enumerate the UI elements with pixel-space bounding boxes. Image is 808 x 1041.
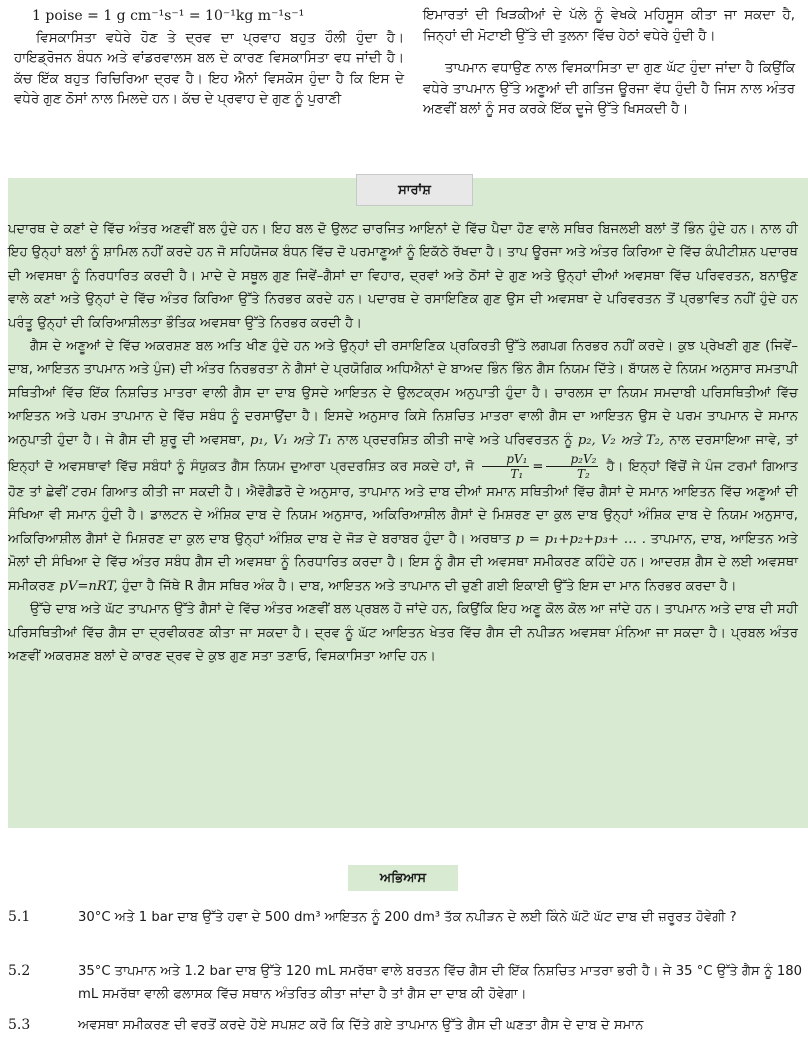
exercise-text: ਅਵਸਥਾ ਸਮੀਕਰਣ ਦੀ ਵਰਤੋਂ ਕਰਦੇ ਹੋਏ ਸਪਸ਼ਟ ਕਰੋ ਕਿ ਦਿੱਤੇ ਗਏ ਤਾਪਮਾਨ ਉੱਤੇ ਗੈਸ ਦੀ ਘਣਤਾ ਗੈਸ ਦੇ ਦਾਬ ਦੇ ਸਮਾਨ (78, 1018, 644, 1033)
summary-p2-part-c: ਨਾਲ ਦਰਸਾਇਆ ਜਾਵੇ, ਤਾਂ ਇਨ੍ਹਾਂ ਦੋ ਅਵਸਥਾਵਾਂ ਵਿੱਚ ਸਬੰਧਾਂ ਨੂੰ ਸੰਯੁਕਤ ਗੈਸ ਨਿਯਮ ਦੁਆਰਾ ਪ੍ਰਦਰਸ਼ਿਤ ਕਰ ਸਕਦੇ ਹਾਂ, ਜੋ (8, 432, 798, 475)
exercise-text: 35°C ਤਾਪਮਾਨ ਅਤੇ 1.2 bar ਦਾਬ ਉੱਤੇ 120 mL ਸਮਰੱਥਾ ਵਾਲੇ ਬਰਤਨ ਵਿੱਚ ਗੈਸ ਦੀ ਇੱਕ ਨਿਸ਼ਚਿਤ ਮਾਤਰਾ ਭਰੀ ਹੈ। ਜੇ 35 °C ਉੱਤੇ ਗੈਸ ਨੂੰ 180 mL ਸਮਰੱਥਾ ਵਾਲੀ ਫਲਾਸਕ ਵਿੱਚ ਸਥਾਨ ਅੰਤਰਿਤ ਕੀਤਾ ਜਾਂਦਾ ਹੈ ਤਾਂ ਗੈਸ ਦਾ ਦਾਬ ਕੀ ਹੋਵੇਗਾ। (78, 964, 802, 1002)
summary-p2-part-b: ਨਾਲ ਪ੍ਰਦਰਸ਼ਿਤ ਕੀਤੀ ਜਾਵੇ ਅਤੇ ਪਰਿਵਰਤਨ ਨੂੰ (337, 432, 573, 448)
poise-equation: 1 poise = 1 g cm⁻¹s⁻¹ = 10⁻¹kg m⁻¹s⁻¹ (32, 8, 305, 24)
exercise-number: 5.3 (8, 1017, 31, 1033)
combined-gas-law-right-fraction (546, 452, 598, 481)
left-column (14, 6, 404, 111)
right-column-paragraph-1: ਇਮਾਰਤਾਂ ਦੀ ਖਿੜਕੀਆਂ ਦੇ ਪੱਲੇ ਨੂੰ ਵੇਖਕੇ ਮਹਿਸੂਸ ਕੀਤਾ ਜਾ ਸਕਦਾ ਹੈ, ਜਿਨ੍ਹਾਂ ਦੀ ਮੋਟਾਈ ਉੱਤੇ ਦੀ ਤੁਲਨਾ ਵਿੱਚ ਹੇਠਾਂ ਵਧੇਰੇ ਹੁੰਦੀ ਹੈ। (423, 8, 795, 44)
initial-state-variables: p₁, V₁ ਅਤੇ T₁ (249, 432, 333, 448)
summary-p2-part-d: ਹੈ। ਇਨ੍ਹਾਂ ਵਿੱਚੋਂ ਜੇ ਪੰਜ ਟਰਮਾਂ ਗਿਆਤ ਹੋਣ ਤਾਂ ਛੇਵੀਂ ਟਰਮ ਗਿਆਤ ਕੀਤੀ ਜਾ ਸਕਦੀ ਹੈ। ਐਵੋਗੈਡਰੋ ਦੇ ਅਨੁਸਾਰ, ਤਾਪਮਾਨ ਅਤੇ ਦਾਬ ਦੀਆਂ ਸਮਾਨ ਸਥਿਤੀਆਂ ਵਿੱਚ ਗੈਸਾਂ ਦੇ ਸਮਾਨ ਆਇਤਨ ਵਿੱਚ ਅਣੂਆਂ ਦੀ ਸੰਖਿਆ ਵੀ ਸਮਾਨ ਹੁੰਦੀ ਹੈ। ਡਾਲਟਨ ਦੇ ਅੰਸ਼ਿਕ ਦਾਬ ਦੇ ਨਿਯਮ ਅਨੁਸਾਰ, ਅਕਿਰਿਆਸ਼ੀਲ ਗੈਸਾਂ ਦੇ ਮਿਸ਼ਰਣ ਦਾ ਕੁਲ ਦਾਬ ਉਨ੍ਹਾਂ ਅੰਸ਼ਿਕ ਦਾਬ ਦੇ ਨਿਯਮ ਅਨੁਸਾਰ, ਅਕਿਰਿਆਸ਼ੀਲ ਗੈਸਾਂ ਦੇ ਮਿਸ਼ਰਣ ਦਾ ਕੁਲ ਦਾਬ ਉਨ੍ਹਾਂ ਅੰਸ਼ਿਕ ਦਾਬ ਦੇ ਜੋੜ ਦੇ ਬਰਾਬਰ ਹੁੰਦਾ ਹੈ। ਅਰਥਾਤ (8, 459, 798, 547)
summary-p2-part-a: ਗੈਸ ਦੇ ਅਣੂਆਂ ਦੇ ਵਿੱਚ ਅਕਰਸ਼ਣ ਬਲ ਅਤਿ ਖੀਣ ਹੁੰਦੇ ਹਨ ਅਤੇ ਉਨ੍ਹਾਂ ਦੀ ਰਸਾਇਣਿਕ ਪ੍ਰਕਿਰਤੀ ਉੱਤੇ ਲਗਪਗ ਨਿਰਭਰ ਨਹੀਂ ਕਰਦੇ। ਕੁਝ ਪ੍ਰੇਖਣੀ ਗੁਣ (ਜਿਵੇਂ–ਦਾਬ, ਆਇਤਨ ਤਾਪਮਾਨ ਅਤੇ ਪੁੰਜ) ਦੀ ਅੰਤਰ ਨਿਰਭਰਤਾ ਨੇ ਗੈਸਾਂ ਦੇ ਪ੍ਰਯੋਗਿਕ ਅਧਿਐਨਾਂ ਦੇ ਬਾਅਦ ਭਿੰਨ ਭਿੰਨ ਗੈਸ ਨਿਯਮ ਦਿੱਤੇ। ਬਾੱਯਲ ਦੇ ਨਿਯਮ ਅਨੁਸਾਰ ਸਮਤਾਪੀ ਸਥਿਤੀਆਂ ਵਿੱਚ ਇੱਕ ਨਿਸ਼ਚਿਤ ਮਾਤਰਾ ਵਾਲੀ ਗੈਸ ਦਾ ਦਾਬ ਉਸਦੇ ਆਇਤਨ ਦੇ ਉਲਟਕ੍ਰਮ ਅਨੁਪਾਤੀ ਹੁੰਦਾ ਹੈ। ਚਾਰਲਸ ਦਾ ਨਿਯਮ ਸਮਦਾਬੀ ਪਰਿਸਥਿਤੀਆਂ ਵਿੱਚ ਆਇਤਨ ਅਤੇ ਪਰਮ ਤਾਪਮਾਨ ਦੇ ਵਿੱਚ ਸਬੰਧ ਨੂੰ ਦਰਸਾਉਂਦਾ ਹੈ। ਇਸਦੇ ਅਨੁਸਾਰ ਕਿਸੇ ਨਿਸ਼ਚਿਤ ਮਾਤਰਾ ਵਾਲੀ ਗੈਸ ਦਾ ਆਇਤਨ ਉਸ ਦੇ ਪਰਮ ਤਾਪਮਾਨ ਦੇ ਸਮਾਨ ਅਨੁਪਾਤੀ ਹੁੰਦਾ ਹੈ। ਜੇ ਗੈਸ ਦੀ ਸ਼ੁਰੂ ਦੀ ਅਵਸਥਾ, (8, 339, 798, 448)
exercises-title: ਅਭਿਆਸ (348, 865, 458, 891)
fraction-1-denominator: T₁ (510, 467, 524, 482)
dalton-equation: p = p₁+p₂+p₃+ … . (515, 531, 646, 547)
summary-box (8, 178, 808, 828)
summary-paragraph-3: ਉੱਚੇ ਦਾਬ ਅਤੇ ਘੱਟ ਤਾਪਮਾਨ ਉੱਤੇ ਗੈਸਾਂ ਦੇ ਵਿੱਚ ਅੰਤਰ ਅਣਵੀਂ ਬਲ ਪ੍ਰਬਲ ਹੋ ਜਾਂਦੇ ਹਨ, ਕਿਉਂਕਿ ਇਹ ਅਣੂ ਕੋਲ ਕੋਲ ਆ ਜਾਂਦੇ ਹਨ। ਤਾਪਮਾਨ ਅਤੇ ਦਾਬ ਦੀ ਸਹੀ ਪਰਿਸਥਿਤੀਆਂ ਵਿੱਚ ਗੈਸ ਦਾ ਦ੍ਰਵੀਕਰਣ ਕੀਤਾ ਜਾ ਸਕਦਾ ਹੈ। ਦ੍ਰਵ ਨੂੰ ਘੱਟ ਆਇਤਨ ਖੇਤਰ ਵਿੱਚ ਗੈਸ ਦੀ ਨਪੀੜਨ ਅਵਸਥਾ ਮੰਨਿਆ ਜਾ ਸਕਦਾ ਹੈ। ਪ੍ਰਬਲ ਅੰਤਰ ਅਣਵੀਂ ਅਕਰਸ਼ਣ ਬਲਾਂ ਦੇ ਕਾਰਣ ਦ੍ਰਵ ਦੇ ਕੁਝ ਗੁਣ ਸਤਾ ਤਣਾਓ, ਵਿਸਕਾਸਿਤਾ ਆਦਿ ਹਨ। (8, 602, 798, 664)
combined-gas-law-left-fraction (482, 452, 529, 481)
summary-paragraph-2: ਗੈਸ ਦੇ ਅਣੂਆਂ ਦੇ ਵਿੱਚ ਅਕਰਸ਼ਣ ਬਲ ਅਤਿ ਖੀਣ ਹੁੰਦੇ ਹਨ ਅਤੇ ਉਨ੍ਹਾਂ ਦੀ ਰਸਾਇਣਿਕ ਪ੍ਰਕਿਰਤੀ ਉੱਤੇ ਲਗਪਗ ਨਿਰਭਰ ਨਹੀਂ ਕਰਦੇ। ਕੁਝ ਪ੍ਰੇਖਣੀ ਗੁਣ (ਜਿਵੇਂ–ਦਾਬ, ਆਇਤਨ ਤਾਪਮਾਨ ਅਤੇ ਪੁੰਜ) ਦੀ ਅੰਤਰ ਨਿਰਭਰਤਾ ਨੇ ਗੈਸਾਂ ਦੇ ਪ੍ਰਯੋਗਿਕ ਅਧਿਐਨਾਂ ਦੇ ਬਾਅਦ ਭਿੰਨ ਭਿੰਨ ਗੈਸ ਨਿਯਮ ਦਿੱਤੇ। ਬਾੱਯਲ ਦੇ ਨਿਯਮ ਅਨੁਸਾਰ ਸਮਤਾਪੀ ਸਥਿਤੀਆਂ ਵਿੱਚ ਇੱਕ ਨਿਸ਼ਚਿਤ ਮਾਤਰਾ ਵਾਲੀ ਗੈਸ ਦਾ ਦਾਬ ਉਸਦੇ ਆਇਤਨ ਦੇ ਉਲਟਕ੍ਰਮ ਅਨੁਪਾਤੀ ਹੁੰਦਾ ਹੈ। ਚਾਰਲਸ ਦਾ ਨਿਯਮ ਸਮਦਾਬੀ ਪਰਿਸਥਿਤੀਆਂ ਵਿੱਚ ਆਇਤਨ ਅਤੇ ਪਰਮ ਤਾਪਮਾਨ ਦੇ ਵਿੱਚ ਸਬੰਧ ਨੂੰ ਦਰਸਾਉਂਦਾ ਹੈ। ਇਸਦੇ ਅਨੁਸਾਰ ਕਿਸੇ ਨਿਸ਼ਚਿਤ ਮਾਤਰਾ ਵਾਲੀ ਗੈਸ ਦਾ ਆਇਤਨ ਉਸ ਦੇ ਪਰਮ ਤਾਪਮਾਨ ਦੇ ਸਮਾਨ ਅਨੁਪਾਤੀ ਹੁੰਦਾ ਹੈ। ਜੇ ਗੈਸ ਦੀ ਸ਼ੁਰੂ ਦੀ ਅਵਸਥਾ, p₁, V₁ ਅਤੇ T₁ ਨਾਲ ਪ੍ਰਦਰਸ਼ਿਤ ਕੀਤੀ ਜਾਵੇ ਅਤੇ ਪਰਿਵਰਤਨ ਨੂੰ p₂, V₂ ਅਤੇ T₂, ਨਾਲ ਦਰਸਾਇਆ ਜਾਵੇ, ਤਾਂ ਇਨ੍ਹਾਂ ਦੋ ਅਵਸਥਾਵਾਂ ਵਿੱਚ ਸਬੰਧਾਂ ਨੂੰ ਸੰਯੁਕਤ ਗੈਸ ਨਿਯਮ ਦੁਆਰਾ ਪ੍ਰਦਰਸ਼ਿਤ ਕਰ ਸਕਦੇ ਹਾਂ, ਜੋ $\frac{\text{pV₁}}{\text{T₁}}$ = $\frac{\text{p₂V₂}}{\text{T₂}}$ ਹੈ। ਇਨ੍ਹਾਂ ਵਿੱਚੋਂ ਜੇ ਪੰਜ ਟਰਮਾਂ ਗਿਆਤ ਹੋਣ ਤਾਂ ਛੇਵੀਂ ਟਰਮ ਗਿਆਤ ਕੀਤੀ ਜਾ ਸਕਦੀ ਹੈ। ਐਵੋਗੈਡਰੋ ਦੇ ਅਨੁਸਾਰ, ਤਾਪਮਾਨ ਅਤੇ ਦਾਬ ਦੀਆਂ ਸਮਾਨ ਸਥਿਤੀਆਂ ਵਿੱਚ ਗੈਸਾਂ ਦੇ ਸਮਾਨ ਆਇਤਨ ਵਿੱਚ ਅਣੂਆਂ ਦੀ ਸੰਖਿਆ ਵੀ ਸਮਾਨ ਹੁੰਦੀ ਹੈ। ਡਾਲਟਨ ਦੇ ਅੰਸ਼ਿਕ ਦਾਬ ਦੇ ਨਿਯਮ ਅਨੁਸਾਰ, ਅਕਿਰਿਆਸ਼ੀਲ ਗੈਸਾਂ ਦੇ ਮਿਸ਼ਰਣ ਦਾ ਕੁਲ ਦਾਬ ਉਨ੍ਹਾਂ ਅੰਸ਼ਿਕ ਦਾਬ ਦੇ ਨਿਯਮ ਅਨੁਸਾਰ, ਅਕਿਰਿਆਸ਼ੀਲ ਗੈਸਾਂ ਦੇ ਮਿਸ਼ਰਣ ਦਾ ਕੁਲ ਦਾਬ ਉਨ੍ਹਾਂ ਅੰਸ਼ਿਕ ਦਾਬ ਦੇ ਜੋੜ ਦੇ ਬਰਾਬਰ ਹੁੰਦਾ ਹੈ। ਅਰਥਾਤ p = p₁+p₂+p₃+ … . ਤਾਪਮਾਨ, ਦਾਬ, ਆਇਤਨ ਅਤੇ ਮੋਲਾਂ ਦੀ ਸੰਖਿਆ ਦੇ ਵਿੱਚ ਅੰਤਰ ਸਬੰਧ ਗੈਸ ਦੀ ਅਵਸਥਾ ਨੂੰ ਨਿਰਧਾਰਿਤ ਕਰਦਾ ਹੈ। ਇਸ ਨੂੰ ਗੈਸ ਦੀ ਅਵਸਥਾ ਸਮੀਕਰਣ ਕਹਿੰਦੇ ਹਨ। ਆਦਰਸ਼ ਗੈਸ ਦੇ ਲਈ ਅਵਸਥਾ ਸਮੀਕਰਣ pV=nRT, ਹੁੰਦਾ ਹੈ ਜਿੱਥੇ R ਗੈਸ ਸਥਿਰ ਅੰਕ ਹੈ। ਦਾਬ, ਆਇਤਨ ਅਤੇ ਤਾਪਮਾਨ ਦੀ ਚੁਣੀ ਗਈ ਇਕਾਈ ਉੱਤੇ ਇਸ ਦਾ ਮਾਨ ਨਿਰਭਰ ਕਰਦਾ ਹੈ। (8, 339, 798, 594)
summary-body (8, 218, 798, 668)
exercise-number: 5.1 (8, 909, 31, 925)
final-state-variables: p₂, V₂ ਅਤੇ T₂, (577, 432, 665, 448)
top-section (0, 0, 808, 178)
summary-paragraph-1: ਪਦਾਰਥ ਦੇ ਕਣਾਂ ਦੇ ਵਿੱਚ ਅੰਤਰ ਅਣਵੀਂ ਬਲ ਹੁੰਦੇ ਹਨ। ਇਹ ਬਲ ਦੋ ਉਲਟ ਚਾਰਜਿਤ ਆਇਨਾਂ ਦੇ ਵਿੱਚ ਪੈਦਾ ਹੋਣ ਵਾਲੇ ਸਥਿਰ ਬਿਜਲਈ ਬਲਾਂ ਤੋਂ ਭਿੰਨ ਹੁੰਦੇ ਹਨ। ਨਾਲ ਹੀ ਇਹ ਉਨ੍ਹਾਂ ਬਲਾਂ ਨੂੰ ਸ਼ਾਮਿਲ ਨਹੀਂ ਕਰਦੇ ਹਨ ਜੋ ਸਹਿਯੋਜਕ ਬੰਧਨ ਵਿੱਚ ਦੋ ਪਰਮਾਣੂਆਂ ਨੂੰ ਇਕੱਠੇ ਰੱਖਦਾ ਹੈ। ਤਾਪ ਊਰਜਾ ਅਤੇ ਅੰਤਰ ਕਿਰਿਆ ਦੇ ਵਿੱਚ ਕੰਪੀਟੀਸ਼ਨ ਪਦਾਰਥ ਦੀ ਅਵਸਥਾ ਨੂੰ ਨਿਰਧਾਰਿਤ ਕਰਦੀ ਹੈ। ਮਾਦੇ ਦੇ ਸਥੂਲ ਗੁਣ ਜਿਵੇਂ–ਗੈਸਾਂ ਦਾ ਵਿਹਾਰ, ਦ੍ਰਵਾਂ ਅਤੇ ਠੋਸਾਂ ਦੇ ਗੁਣ ਅਤੇ ਉਨ੍ਹਾਂ ਦੀਆਂ ਅਵਸਥਾ ਵਿੱਚ ਪਰਿਵਰਤਨ, ਬਨਾਉਣ ਵਾਲੇ ਕਣਾਂ ਅਤੇ ਉਨ੍ਹਾਂ ਦੇ ਵਿੱਚ ਅੰਤਰ ਕਿਰਿਆ ਉੱਤੇ ਨਿਰਭਰ ਕਰਦੇ ਹਨ। ਪਦਾਰਥ ਦੇ ਰਸਾਇਣਿਕ ਗੁਣ ਉਸ ਦੀ ਅਵਸਥਾ ਦੇ ਪਰਿਵਰਤਨ ਤੋਂ ਪ੍ਰਭਾਵਿਤ ਨਹੀਂ ਹੁੰਦੇ ਹਨ ਪਰੰਤੂ ਉਨ੍ਹਾਂ ਦੀ ਕਿਰਿਆਸ਼ੀਲਤਾ ਭੌਤਿਕ ਅਵਸਥਾ ਉੱਤੇ ਨਿਰਭਰ ਕਰਦੀ ਹੈ। (8, 222, 798, 331)
summary-title: ਸਾਰਾਂਸ਼ (356, 174, 473, 206)
right-column (423, 6, 795, 121)
fraction-2-denominator: T₂ (577, 467, 590, 482)
fraction-1-numerator: pV₁ (482, 452, 529, 467)
ideal-gas-equation: pV=nRT, (59, 578, 118, 594)
right-column-paragraph-2: ਤਾਪਮਾਨ ਵਧਾਉਣ ਨਾਲ ਵਿਸਕਾਸਿਤਾ ਦਾ ਗੁਣ ਘੱਟ ਹੁੰਦਾ ਜਾਂਦਾ ਹੈ ਕਿਉਂਕਿ ਵਧੇਰੇ ਤਾਪਮਾਨ ਉੱਤੇ ਅਣੂਆਂ ਦੀ ਗਤਿਜ ਊਰਜਾ ਵੱਧ ਹੁੰਦੀ ਹੈ ਜਿਸ ਨਾਲ ਅੰਤਰ ਅਣਵੀਂ ਬਲਾਂ ਨੂੰ ਸਰ ਕਰਕੇ ਇੱਕ ਦੂਜੇ ਉੱਤੇ ਖਿਸਕਦੀ ਹੈ। (423, 61, 795, 118)
summary-p2-part-e: ਤਾਪਮਾਨ, ਦਾਬ, ਆਇਤਨ ਅਤੇ ਮੋਲਾਂ ਦੀ ਸੰਖਿਆ ਦੇ ਵਿੱਚ ਅੰਤਰ ਸਬੰਧ ਗੈਸ ਦੀ ਅਵਸਥਾ ਨੂੰ ਨਿਰਧਾਰਿਤ ਕਰਦਾ ਹੈ। ਇਸ ਨੂੰ ਗੈਸ ਦੀ ਅਵਸਥਾ ਸਮੀਕਰਣ ਕਹਿੰਦੇ ਹਨ। ਆਦਰਸ਼ ਗੈਸ ਦੇ ਲਈ ਅਵਸਥਾ ਸਮੀਕਰਣ (8, 531, 798, 594)
exercise-text: 30°C ਅਤੇ 1 bar ਦਾਬ ਉੱਤੇ ਹਵਾ ਦੇ 500 dm³ ਆਇਤਨ ਨੂੰ 200 dm³ ਤੱਕ ਨਪੀੜਨ ਦੇ ਲਈ ਕਿੰਨੇ ਘੱਟੋ ਘੱਟ ਦਾਬ ਦੀ ਜ਼ਰੂਰਤ ਹੋਵੇਗੀ ? (78, 910, 737, 925)
fraction-2-numerator: p₂V₂ (546, 452, 598, 467)
left-column-paragraph: ਵਿਸਕਾਸਿਤਾ ਵਧੇਰੇ ਹੋਣ ਤੇ ਦ੍ਰਵ ਦਾ ਪ੍ਰਵਾਹ ਬਹੁਤ ਹੌਲੀ ਹੁੰਦਾ ਹੈ। ਹਾਇਡ੍ਰੋਜਨ ਬੰਧਨ ਅਤੇ ਵਾਂਡਰਵਾਲਸ ਬਲ ਦੇ ਕਾਰਣ ਵਿਸਕਾਸਿਤਾ ਵਧ ਜਾਂਦੀ ਹੈ। ਕੱਚ ਇੱਕ ਬਹੁਤ ਰਿਚਿਰਿਆ ਦ੍ਰਵ ਹੈ। ਇਹ ਐਨਾਂ ਵਿਸਕੋਸ ਹੁੰਦਾ ਹੈ ਕਿ ਇਸ ਦੇ ਵਧੇਰੇ ਗੁਣ ਠੋਸਾਂ ਨਾਲ ਮਿਲਦੇ ਹਨ। ਕੱਚ ਦੇ ਪ੍ਰਵਾਹ ਦੇ ਗੁਣ ਨੂੰ ਪੁਰਾਣੀ (14, 30, 404, 108)
summary-p2-part-f: ਹੁੰਦਾ ਹੈ ਜਿੱਥੇ R ਗੈਸ ਸਥਿਰ ਅੰਕ ਹੈ। ਦਾਬ, ਆਇਤਨ ਅਤੇ ਤਾਪਮਾਨ ਦੀ ਚੁਣੀ ਗਈ ਇਕਾਈ ਉੱਤੇ ਇਸ ਦਾ ਮਾਨ ਨਿਰਭਰ ਕਰਦਾ ਹੈ। (121, 578, 737, 594)
exercise-number: 5.2 (8, 963, 31, 979)
